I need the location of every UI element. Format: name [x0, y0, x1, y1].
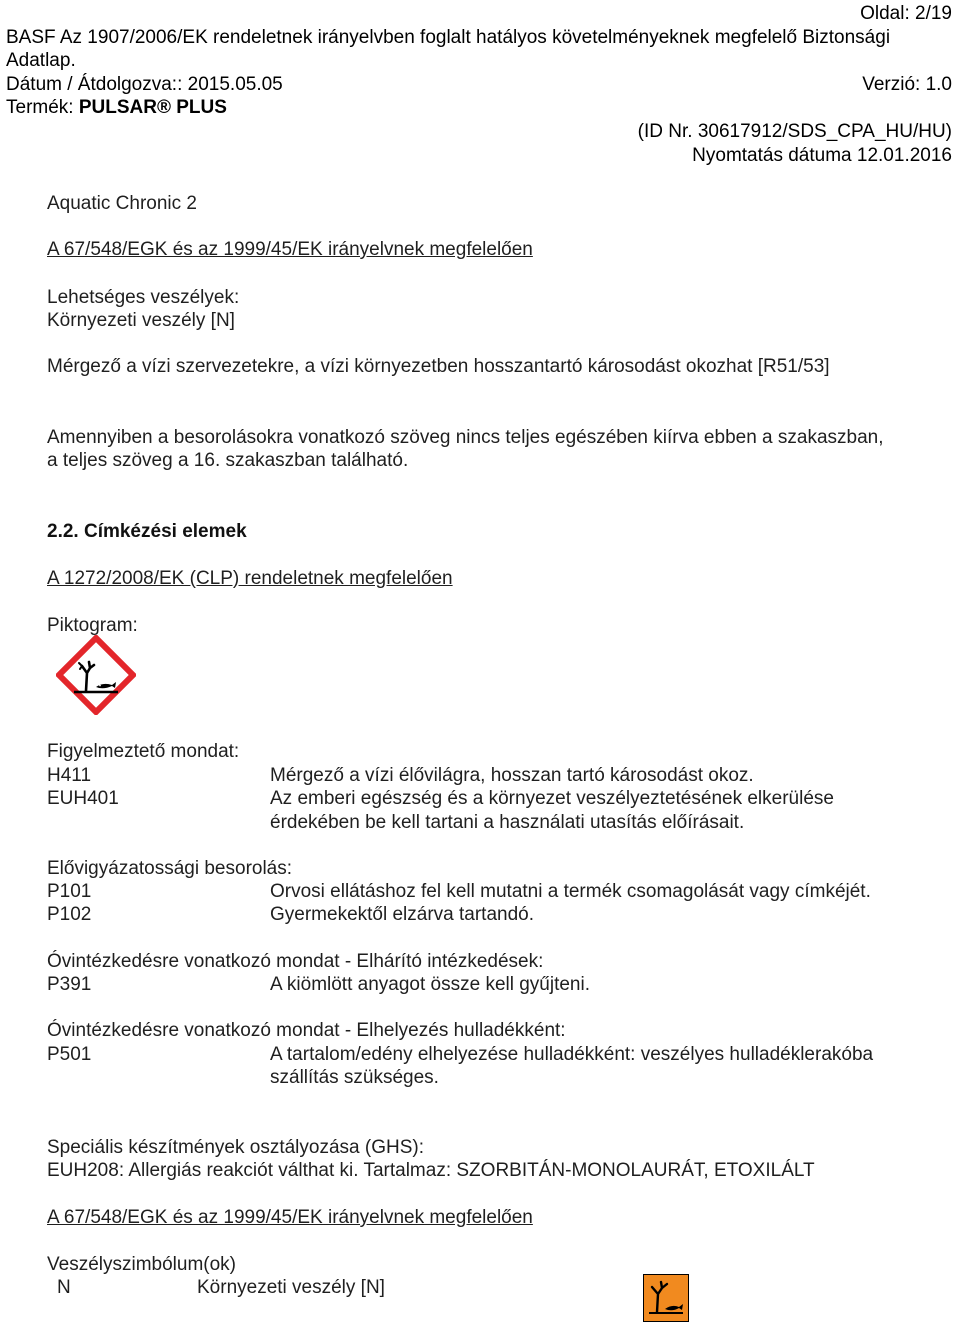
pictogram-label: Piktogram: — [47, 615, 138, 636]
disposal-code: P501 — [47, 1044, 92, 1065]
warning-text-cont: érdekében be kell tartani a használati utasítás előírásait. — [270, 812, 745, 833]
precaution-text: Gyermekektől elzárva tartandó. — [270, 904, 535, 925]
precaution-code: P102 — [47, 904, 92, 925]
eu-environment-icon — [643, 1274, 689, 1322]
symbols-label: Veszélyszimbólum(ok) — [47, 1254, 236, 1275]
ghs-environment-icon — [56, 635, 136, 715]
hazards-label: Lehetséges veszélyek: — [47, 287, 240, 308]
disposal-label: Óvintézkedésre vonatkozó mondat - Elhelyezés hulladékként: — [47, 1020, 566, 1041]
warning-text: Az emberi egészség és a környezet veszélyeztetésének elkerülése — [270, 788, 834, 809]
clp-heading: A 1272/2008/EK (CLP) rendeletnek megfelelően — [47, 568, 453, 589]
precaution-label: Elővigyázatossági besorolás: — [47, 858, 293, 879]
aquatic-classification: Aquatic Chronic 2 — [47, 193, 197, 214]
hazards-value: Környezeti veszély [N] — [47, 310, 235, 331]
precaution-text: Orvosi ellátáshoz fel kell mutatni a termék csomagolását vagy címkéjét. — [270, 881, 871, 902]
version: Verzió: 1.0 — [862, 74, 952, 95]
revision-date: Dátum / Átdolgozva:: 2015.05.05 — [6, 74, 283, 95]
warning-label: Figyelmeztető mondat: — [47, 741, 240, 762]
precaution-code: P101 — [47, 881, 92, 902]
section-title: 2.2. Címkézési elemek — [47, 521, 247, 542]
response-label: Óvintézkedésre vonatkozó mondat - Elhárító intézkedések: — [47, 951, 544, 972]
r-phrase: Mérgező a vízi szervezetekre, a vízi környezetben hosszantartó károsodást okozhat [R51/53] — [47, 356, 830, 377]
disposal-text-cont: szállítás szükséges. — [270, 1067, 439, 1088]
response-text: A kiömlött anyagot össze kell gyűjteni. — [270, 974, 591, 995]
warning-text: Mérgező a vízi élővilágra, hosszan tartó károsodást okoz. — [270, 765, 754, 786]
page-number: Oldal: 2/19 — [860, 3, 952, 24]
ghs-text: EUH208: Allergiás reakciót válthat ki. Tartalmaz: SZORBITÁN-MONOLAURÁT, ETOXILÁLT — [47, 1160, 815, 1181]
directive-heading: A 67/548/EGK és az 1999/45/EK irányelvnek megfelelően — [47, 239, 533, 260]
product-name: PULSAR® PLUS — [78, 97, 227, 118]
disposal-text: A tartalom/edény elhelyezése hulladékként: veszélyes hulladéklerakóba — [270, 1044, 874, 1065]
note-line2: a teljes szöveg a 16. szakaszban található. — [47, 450, 409, 471]
product-line — [6, 96, 227, 119]
document-title-line1: BASF Az 1907/2006/EK rendeletnek irányelvben foglalt hatályos követelményeknek megfelelő Biztonsági — [6, 27, 891, 48]
directive-heading-2: A 67/548/EGK és az 1999/45/EK irányelvnek megfelelően — [47, 1207, 533, 1228]
response-code: P391 — [47, 974, 92, 995]
symbol-text: Környezeti veszély [N] — [197, 1277, 385, 1298]
symbol-code: N — [57, 1277, 71, 1298]
ghs-label: Speciális készítmények osztályozása (GHS): — [47, 1137, 424, 1158]
warning-code: EUH401 — [47, 788, 119, 809]
document-title-line2: Adatlap. — [6, 50, 76, 71]
print-date: Nyomtatás dátuma 12.01.2016 — [692, 145, 952, 166]
note-line1: Amennyiben a besorolásokra vonatkozó szöveg nincs teljes egészében kiírva ebben a szakaszban, — [47, 427, 884, 448]
document-id: (ID Nr. 30617912/SDS_CPA_HU/HU) — [637, 121, 952, 142]
product-label: Termék: — [6, 97, 79, 118]
warning-code: H411 — [47, 765, 92, 786]
